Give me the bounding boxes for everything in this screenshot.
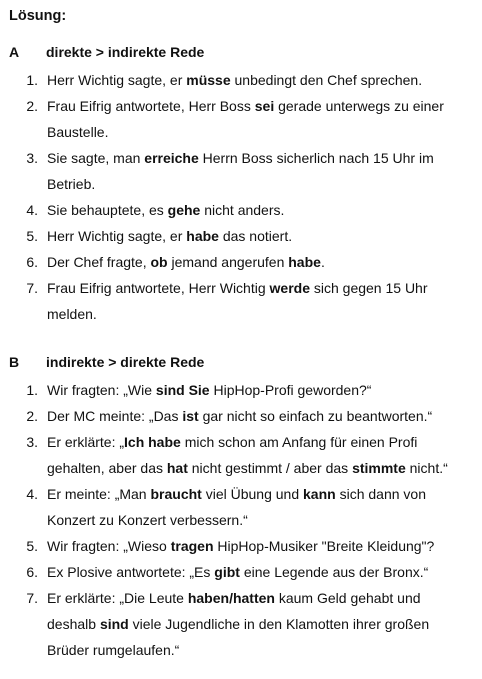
highlighted-verb: hat (166, 460, 188, 476)
highlighted-verb: braucht (150, 486, 202, 502)
text-segment: kaum Geld gehabt und deshalb (47, 590, 421, 632)
list-item (9, 197, 477, 223)
list-item (9, 533, 477, 559)
item-number: 4. (26, 486, 38, 502)
item-text (47, 67, 477, 93)
item-number: 1. (26, 72, 38, 88)
highlighted-verb: gehe (167, 202, 201, 218)
item-number: 3. (26, 434, 38, 450)
item-number: 7. (26, 280, 38, 296)
highlighted-verb: kann (303, 486, 336, 502)
list-item (9, 223, 477, 249)
text-segment: HipHop-Musiker "Breite Kleidung"? (213, 538, 435, 554)
highlighted-verb: stimmte (352, 460, 406, 476)
list-item (9, 93, 477, 145)
section-heading-text: direkte > indirekte Rede (46, 44, 205, 60)
item-text (47, 585, 477, 663)
item-text (47, 93, 477, 145)
highlighted-verb: sind (99, 616, 129, 632)
exercise-list (9, 67, 477, 327)
item-number: 5. (26, 538, 38, 554)
item-number: 1. (26, 382, 38, 398)
text-segment: Er erklärte: „Die Leute (47, 590, 188, 606)
item-number: 7. (26, 590, 38, 606)
highlighted-verb: gibt (214, 564, 240, 580)
item-number: 2. (26, 98, 38, 114)
item-text (47, 559, 477, 585)
text-segment: Der MC meinte: „Das (47, 408, 183, 424)
text-segment: HipHop-Profi geworden?“ (209, 382, 372, 398)
section-a (9, 42, 477, 327)
list-item (9, 559, 477, 585)
section-heading-text: indirekte > direkte Rede (46, 354, 205, 370)
text-segment: gar nicht so einfach zu beantworten.“ (198, 408, 433, 424)
item-number: 4. (26, 202, 38, 218)
text-segment: Sie sagte, man (47, 150, 145, 166)
text-segment: sich dann von Konzert zu Konzert verbessern.“ (47, 486, 426, 528)
list-item (9, 275, 477, 327)
item-text (47, 429, 477, 481)
item-number: 3. (26, 150, 38, 166)
text-segment: Sie behauptete, es (47, 202, 168, 218)
text-segment: sich gegen 15 Uhr melden. (47, 280, 428, 322)
highlighted-verb: habe (186, 228, 219, 244)
text-segment: Er erklärte: „ (47, 434, 125, 450)
section-letter: B (9, 354, 20, 370)
highlighted-verb: sind Sie (155, 382, 210, 398)
text-segment: das notiert. (218, 228, 293, 244)
highlighted-verb: ob (150, 254, 168, 270)
text-segment: Wir fragten: „Wie (47, 382, 156, 398)
text-segment: Frau Eifrig antwortete, Herr Boss (47, 98, 255, 114)
section-heading (9, 42, 477, 62)
text-segment: jemand angerufen (167, 254, 289, 270)
text-segment: Er meinte: „Man (47, 486, 151, 502)
item-text (47, 481, 477, 533)
highlighted-verb: müsse (186, 72, 231, 88)
section-letter: A (9, 44, 20, 60)
text-segment: Der Chef fragte, (47, 254, 151, 270)
item-number: 5. (26, 228, 38, 244)
item-number: 2. (26, 408, 38, 424)
highlighted-verb: Ich habe (124, 434, 181, 450)
list-item (9, 377, 477, 403)
section-b (9, 352, 477, 663)
text-segment: unbedingt den Chef sprechen. (230, 72, 423, 88)
item-text (47, 145, 477, 197)
item-text (47, 249, 477, 275)
item-number: 6. (26, 564, 38, 580)
page-title: Lösung: (9, 8, 67, 24)
item-text (47, 275, 477, 327)
item-text (47, 223, 477, 249)
list-item (9, 145, 477, 197)
text-segment: Herr Wichtig sagte, er (47, 228, 187, 244)
list-item (9, 249, 477, 275)
text-segment: Herrn Boss sicherlich nach 15 Uhr im Betrieb. (47, 150, 434, 192)
text-segment: Herr Wichtig sagte, er (47, 72, 187, 88)
text-segment: viele Jugendliche in den Klamotten ihrer großen Brüder rumgelaufen.“ (47, 616, 430, 658)
highlighted-verb: haben/hatten (187, 590, 275, 606)
list-item (9, 481, 477, 533)
highlighted-verb: erreiche (144, 150, 199, 166)
highlighted-verb: werde (269, 280, 310, 296)
exercise-list (9, 377, 477, 663)
item-text (47, 403, 477, 429)
text-segment: Frau Eifrig antwortete, Herr Wichtig (47, 280, 270, 296)
list-item (9, 67, 477, 93)
highlighted-verb: ist (182, 408, 199, 424)
text-segment: . (320, 254, 325, 270)
text-segment: Ex Plosive antwortete: „Es (47, 564, 215, 580)
item-number: 6. (26, 254, 38, 270)
list-item (9, 429, 477, 481)
highlighted-verb: tragen (170, 538, 214, 554)
text-segment: gerade unterwegs zu einer Baustelle. (47, 98, 444, 140)
text-segment: nicht.“ (405, 460, 448, 476)
highlighted-verb: sei (254, 98, 275, 114)
text-segment: mich schon am Anfang für einen Profi gehalten, aber das (47, 434, 418, 476)
text-segment: nicht anders. (200, 202, 285, 218)
list-item (9, 403, 477, 429)
item-text (47, 377, 477, 403)
text-segment: Wir fragten: „Wieso (47, 538, 171, 554)
list-item (9, 585, 477, 663)
highlighted-verb: habe (288, 254, 321, 270)
text-segment: viel Übung und (201, 486, 304, 502)
item-text (47, 533, 477, 559)
text-segment: eine Legende aus der Bronx.“ (239, 564, 429, 580)
section-heading (9, 352, 477, 372)
text-segment: nicht gestimmt / aber das (187, 460, 353, 476)
item-text (47, 197, 477, 223)
